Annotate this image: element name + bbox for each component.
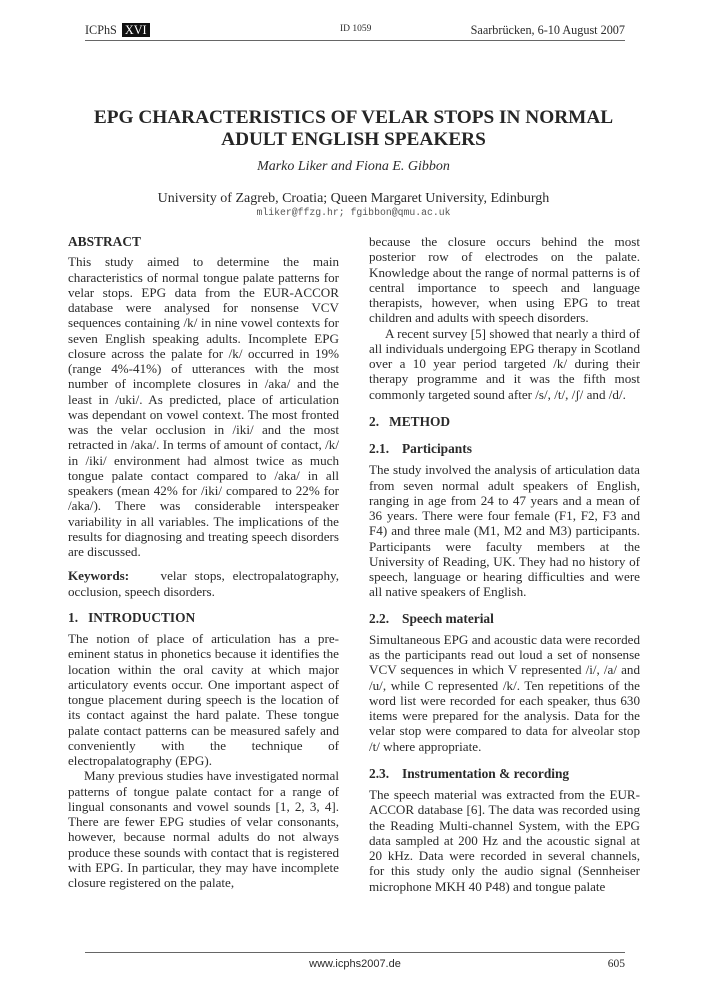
instrumentation-text: The speech material was extracted from the EUR-ACCOR database [6]. The data was recorded using the Reading Multi-channel System, with the EPG data sampled at 200 Hz and the acoustic signal at 20 kHz. Data were recorded in several channels, for this study only the audio signal (Sennheiser microphone MKH 40 P48) and tongue palate bbox=[369, 787, 640, 894]
conference-acronym: ICPhS bbox=[85, 23, 117, 37]
page-number: 605 bbox=[607, 958, 625, 970]
participants-number: 2.1. bbox=[369, 441, 390, 456]
footer-url[interactable]: www.icphs2007.de bbox=[309, 958, 401, 970]
participants-heading bbox=[369, 441, 640, 456]
keywords-label: Keywords: bbox=[68, 568, 130, 584]
participants-title: Participants bbox=[402, 441, 472, 456]
page-header bbox=[85, 23, 625, 41]
paper-id: ID 1059 bbox=[340, 24, 372, 34]
location-date: Saarbrücken, 6-10 August 2007 bbox=[470, 23, 625, 37]
speech-material-text: Simultaneous EPG and acoustic data were recorded as the participants read out loud a set of nonsense VCV sequences in which V represented /i/, /a/ and /u/, while C represented /k/. Ten repetitions of the word list were recorded for each speaker, thus 630 items were prepared for the analysis. Data for the velar stop were compared to data for alveolar stop /t/ where appropriate. bbox=[369, 631, 640, 754]
intro-paragraph-1: The notion of place of articulation has a pre-eminent status in phonetics because it identifies the location within the oral cavity at which major articulatory events occur. One important aspect of tongue placement during speech is the location of its contact against the hard palate. These tongue palate contact patterns can be measured safely and conveniently with the technique of electropalatography (EPG). bbox=[68, 631, 339, 768]
conference-name bbox=[85, 23, 150, 38]
right-column bbox=[369, 234, 640, 894]
keywords-text: velar stops, electropalatography, occlusion, speech disorders. bbox=[68, 568, 339, 599]
instrumentation-number: 2.3. bbox=[369, 765, 390, 781]
left-column bbox=[68, 234, 339, 890]
author-emails: mliker@ffzg.hr; fgibbon@qmu.ac.uk bbox=[256, 207, 451, 218]
edition-badge: XVI bbox=[122, 23, 150, 37]
speech-material-heading bbox=[369, 611, 640, 626]
paper-title: EPG CHARACTERISTICS OF VELAR STOPS IN NORMAL ADULT ENGLISH SPEAKERS bbox=[93, 107, 614, 150]
intro-paragraph-2-continued: because the closure occurs behind the most posterior row of electrodes on the palate. Knowledge about the range of normal patterns is of central importance to speech and language therapists, however, when using EPG to treat children and adults with speech disorders. bbox=[369, 234, 640, 326]
affiliation: University of Zagreb, Croatia; Queen Margaret University, Edinburgh bbox=[157, 191, 550, 206]
speech-material-title: Speech material bbox=[402, 610, 494, 626]
method-heading: 2. METHOD bbox=[369, 413, 451, 429]
intro-paragraph-2: Many previous studies have investigated normal patterns of tongue palate contact for a range of lingual consonants and vowel sounds [1, 2, 3, 4]. There are fewer EPG studies of velar consonants, however, because normal adults do not always produce these sounds with contact that is registered with EPG. In particular, they may have incomplete closure registered on the palate, bbox=[68, 768, 339, 890]
speech-material-number: 2.2. bbox=[369, 610, 390, 626]
keywords bbox=[68, 568, 339, 599]
instrumentation-heading bbox=[369, 766, 640, 781]
participants-text: The study involved the analysis of articulation data from seven normal adult speakers of English, ranging in age from 24 to 47 years and a mean of 36 years. There were four female (F1, F2, F3 and F4) and three male (M1, M2 and M3) participants. Participants were faculty members at the University of Reading, UK. They had no history of speech, language or hearing difficulties and were all native speakers of English. bbox=[369, 462, 640, 600]
intro-paragraph-3: A recent survey [5] showed that nearly a third of all individuals undergoing EPG therapy in Scotland over a 10 year period targeted /k/ during their therapy programme and it was the fifth most commonly targeted sound after /s/, /t/, /ʃ/ and /d/. bbox=[369, 325, 640, 402]
instrumentation-title: Instrumentation & recording bbox=[402, 765, 570, 781]
introduction-heading: 1. INTRODUCTION bbox=[68, 609, 196, 625]
page-footer bbox=[85, 952, 625, 973]
abstract-text: This study aimed to determine the main characteristics of normal tongue palate patterns for velar stops. EPG data from the EUR-ACCOR database were analysed for nonsense VCV sequences containing /k/ in nine vowel contexts for seven English speaking adults. Incomplete EPG closure across the palate for /k/ occurred in 19% (range 4%-41%) of utterances with the most number of incomplete closures in /aka/ and the least in /uki/. As predicted, place of articulation was dependant on vowel context. The most fronted was the velar occlusion in /iki/ and the most retracted in /aka/. In terms of amount of contact, /k/ in /iki/ environment had almost twice as much tongue palate contact compared to /aka/ in all speakers (mean 42% for /iki/ compared to 22% for /aka/). There was considerable interspeaker variability in all variables. The implications of the results for diagnosing and treating speech disorders are discussed. bbox=[68, 254, 339, 559]
abstract-heading: ABSTRACT bbox=[68, 234, 141, 249]
authors: Marko Liker and Fiona E. Gibbon bbox=[257, 159, 450, 174]
